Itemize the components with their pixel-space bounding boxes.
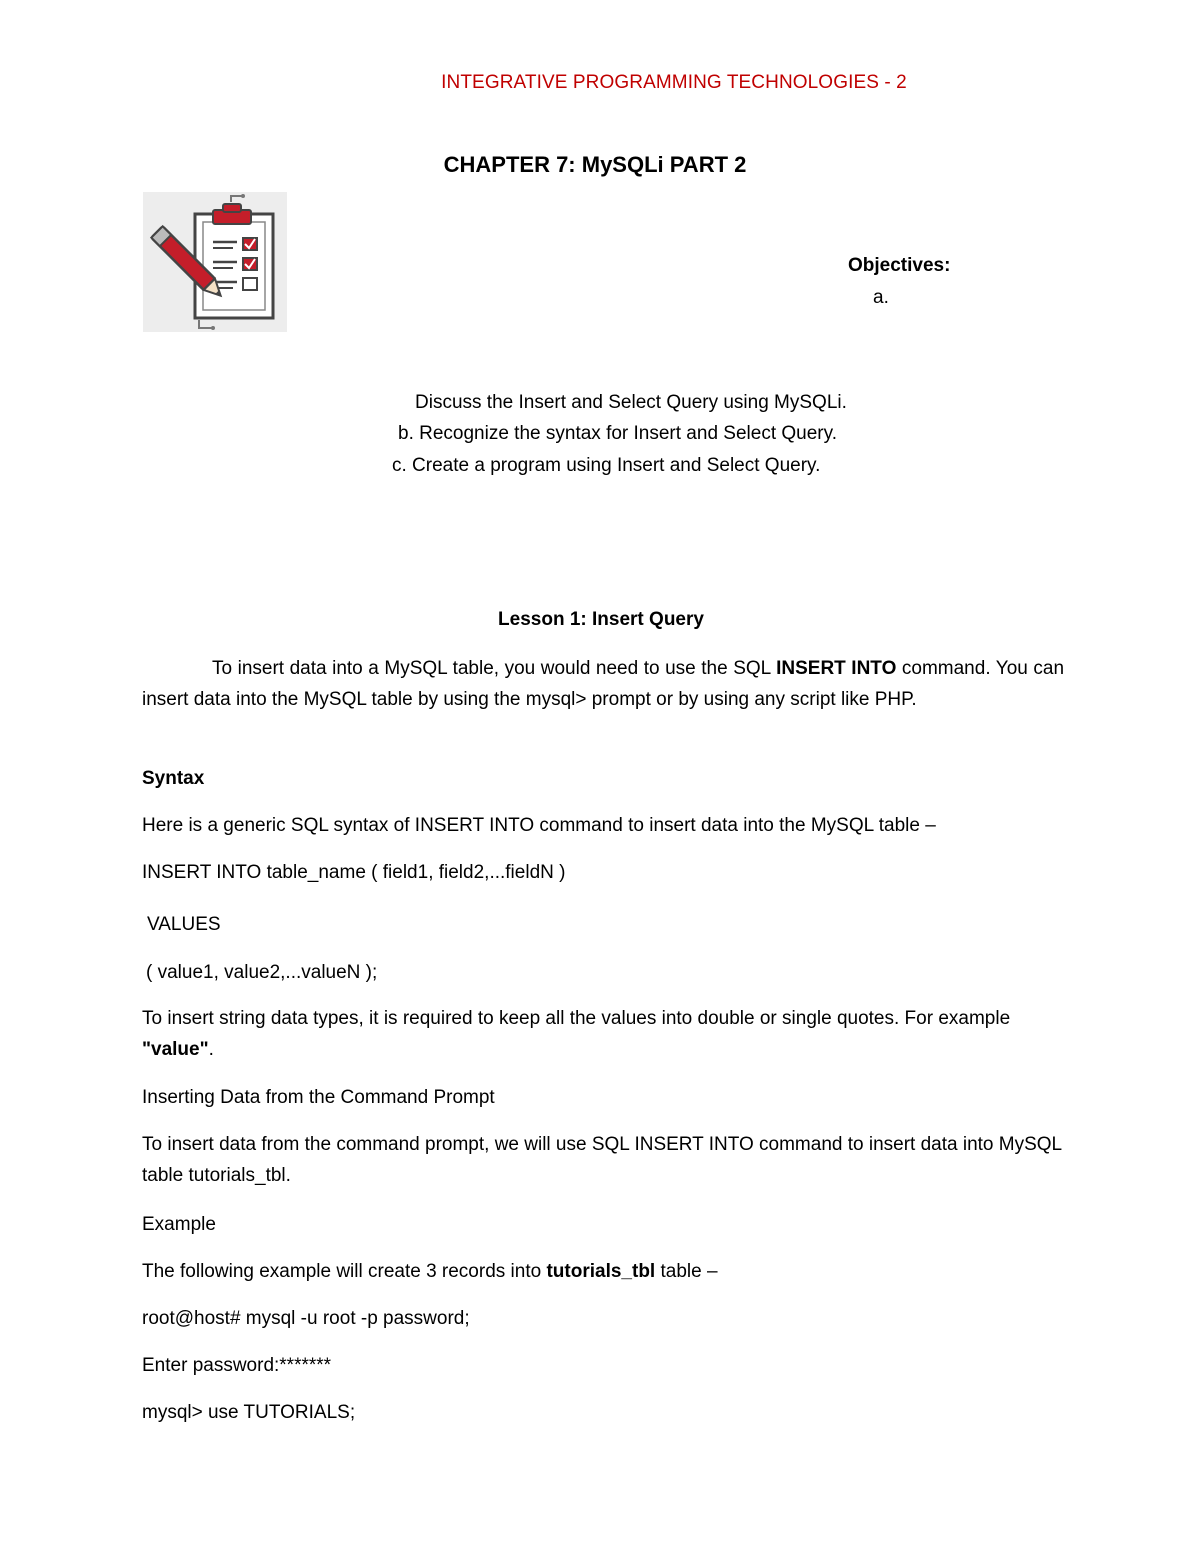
course-header: INTEGRATIVE PROGRAMMING TECHNOLOGIES - 2 bbox=[441, 72, 907, 93]
clipboard-checklist-icon bbox=[143, 192, 287, 332]
intro-text-bold: INSERT INTO bbox=[776, 658, 897, 679]
example-heading: Example bbox=[142, 1214, 216, 1235]
intro-text-b: command. You can insert data into the MySQL table by using the mysql> prompt or by using any script like PHP. bbox=[142, 658, 1065, 710]
objectives-title: Objectives: bbox=[848, 255, 951, 276]
example-text-b: table – bbox=[655, 1261, 718, 1282]
objective-b: b. Recognize the syntax for Insert and Select Query. bbox=[398, 423, 837, 444]
objective-c: c. Create a program using Insert and Select Query. bbox=[392, 455, 821, 476]
syntax-description: Here is a generic SQL syntax of INSERT INTO command to insert data into the MySQL table – bbox=[142, 815, 936, 836]
code-line-2: Enter password:******* bbox=[142, 1355, 332, 1376]
command-prompt-description: To insert data from the command prompt, we will use SQL INSERT INTO command to insert data into MySQL table tutorials_tbl. bbox=[142, 1134, 1062, 1186]
syntax-line-3: ( value1, value2,...valueN ); bbox=[146, 962, 378, 983]
code-line-1: root@host# mysql -u root -p password; bbox=[142, 1308, 470, 1329]
intro-text-a: To insert data into a MySQL table, you would need to use the SQL bbox=[212, 658, 777, 679]
lesson-title: Lesson 1: Insert Query bbox=[498, 609, 704, 630]
example-description bbox=[142, 1256, 1064, 1287]
command-prompt-heading: Inserting Data from the Command Prompt bbox=[142, 1087, 495, 1108]
objective-a-text: Discuss the Insert and Select Query using MySQLi. bbox=[415, 392, 847, 413]
code-line-3: mysql> use TUTORIALS; bbox=[142, 1402, 356, 1423]
syntax-line-1: INSERT INTO table_name ( field1, field2,...fieldN ) bbox=[142, 862, 566, 883]
string-note-a: To insert string data types, it is required to keep all the values into double or single quotes. For example bbox=[142, 1008, 1011, 1029]
lesson-intro bbox=[142, 653, 1064, 715]
objective-a-label: a. bbox=[873, 287, 889, 308]
syntax-line-2: VALUES bbox=[147, 914, 221, 935]
example-text-bold: tutorials_tbl bbox=[546, 1261, 656, 1282]
chapter-title: CHAPTER 7: MySQLi PART 2 bbox=[443, 152, 747, 177]
example-text-a: The following example will create 3 records into bbox=[142, 1261, 547, 1282]
syntax-heading: Syntax bbox=[142, 768, 205, 789]
string-note bbox=[142, 1003, 1052, 1065]
string-note-bold: "value" bbox=[142, 1039, 209, 1060]
string-note-b: . bbox=[208, 1039, 214, 1060]
